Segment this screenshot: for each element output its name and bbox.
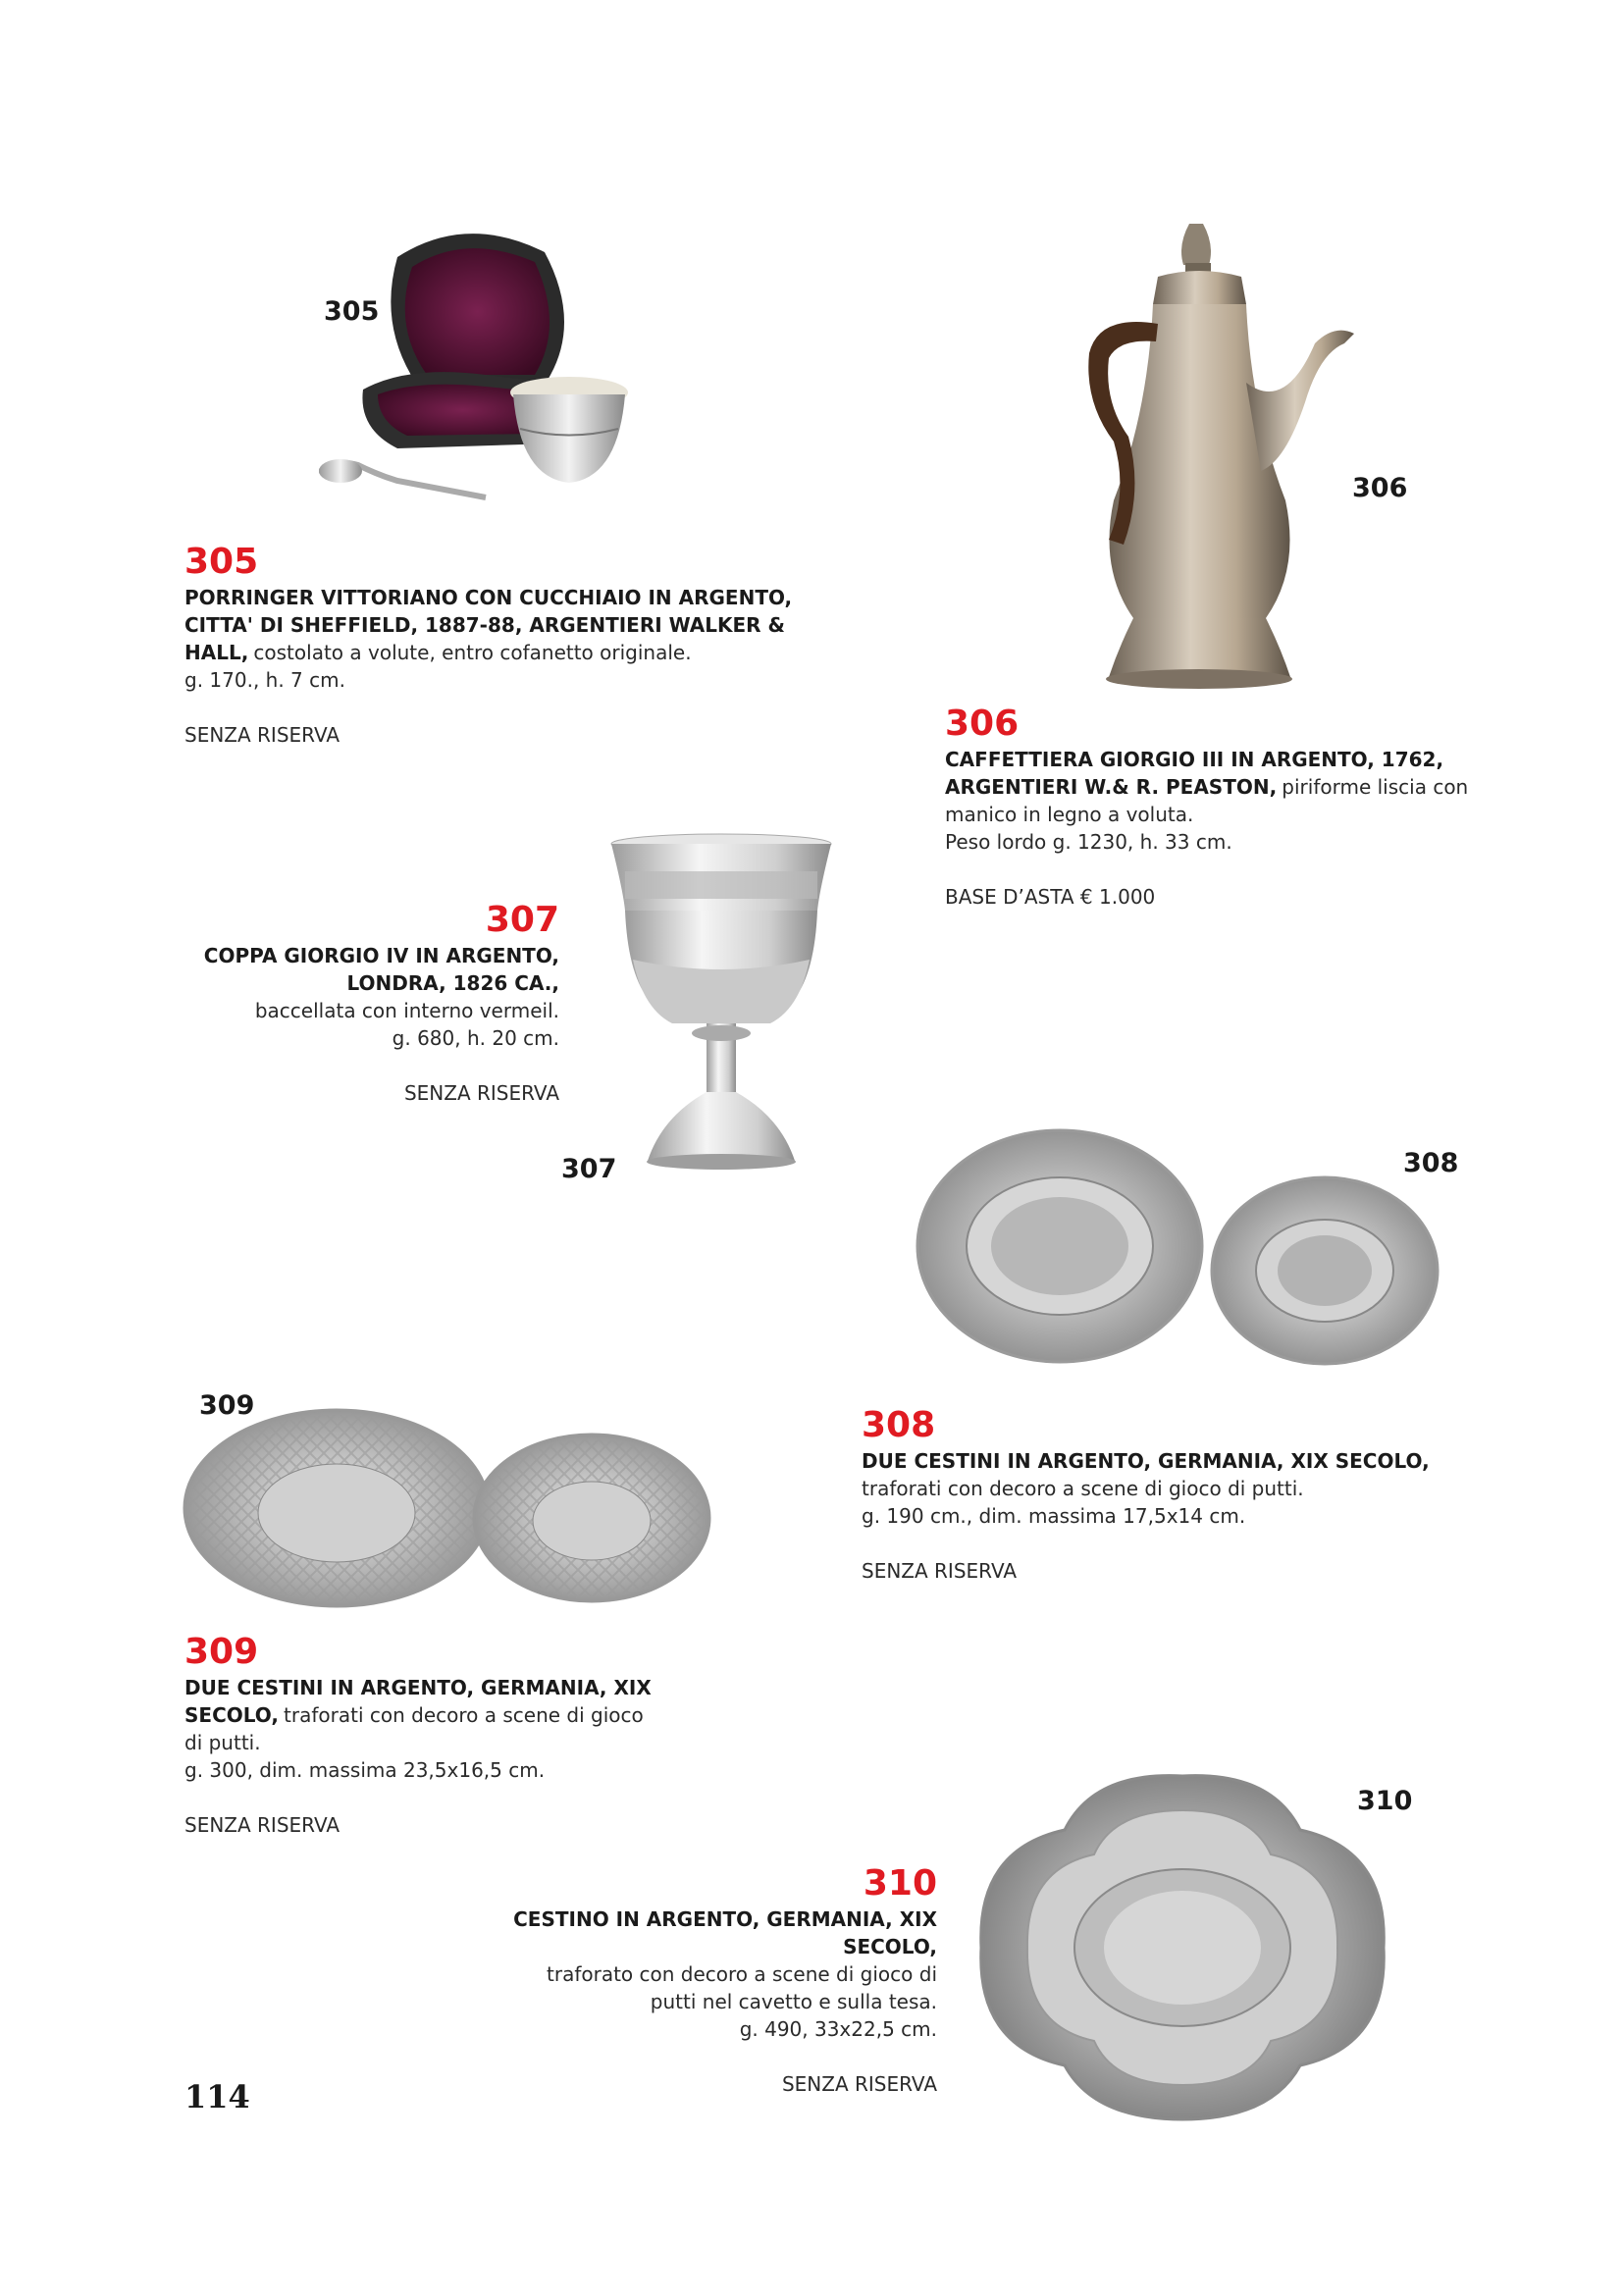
- lot-309: [184, 1632, 665, 1839]
- lot-price: SENZA RISERVA: [781, 2072, 937, 2096]
- photo-label-310: 310: [1357, 1786, 1413, 1816]
- lot-desc: baccellata con interno vermeil.: [254, 999, 559, 1022]
- lot-price: SENZA RISERVA: [862, 1559, 1018, 1583]
- lot-number: 308: [862, 1405, 936, 1445]
- lot-price: SENZA RISERVA: [184, 1813, 340, 1837]
- lot-307: [167, 900, 559, 1107]
- two-baskets-photo-309: [180, 1405, 729, 1611]
- lot-weight: Peso lordo g. 1230, h. 33 cm.: [945, 830, 1232, 854]
- lot-price: BASE D’ASTA € 1.000: [945, 885, 1156, 909]
- two-baskets-photo-308: [913, 1114, 1462, 1388]
- lot-desc: traforati con decoro a scene di gioco di putti.: [862, 1477, 1304, 1500]
- lot-title-line-2: SECOLO,: [843, 1935, 937, 1958]
- page-number: 114: [184, 2078, 250, 2115]
- lot-title: DUE CESTINI IN ARGENTO, GERMANIA, XIX SECOLO,: [862, 1449, 1430, 1473]
- lot-description-block: [184, 584, 832, 666]
- lot-weight: g. 190 cm., dim. massima 17,5x14 cm.: [862, 1504, 1246, 1528]
- photo-label-306: 306: [1352, 473, 1408, 503]
- photo-label-305: 305: [324, 296, 380, 327]
- lot-desc-line-1: traforato con decoro a scene di gioco di: [547, 1962, 937, 1986]
- lot-number: 310: [863, 1863, 937, 1904]
- lot-306: [945, 706, 1475, 911]
- photo-label-308: 308: [1403, 1148, 1459, 1178]
- lot-310: [451, 1863, 937, 2098]
- lot-desc: piriforme liscia con manico in legno a voluta.: [945, 775, 1469, 826]
- lot-title: PORRINGER VITTORIANO CON CUCCHIAIO IN ARGENTO, CITTA' DI SHEFFIELD, 1887-88, ARGENTIERI WALKER & HALL,: [184, 586, 793, 664]
- lot-title: DUE CESTINI IN ARGENTO, GERMANIA, XIX SECOLO,: [184, 1676, 652, 1727]
- lot-desc-line-2: putti nel cavetto e sulla tesa.: [650, 1990, 937, 2013]
- lot-title-line-1: CESTINO IN ARGENTO, GERMANIA, XIX: [513, 1907, 937, 1931]
- lot-weight: g. 680, h. 20 cm.: [392, 1026, 559, 1050]
- lot-description-block: [945, 746, 1475, 828]
- lot-desc: costolato a volute, entro cofanetto originale.: [253, 641, 692, 664]
- lot-price: SENZA RISERVA: [403, 1081, 559, 1105]
- photo-label-309: 309: [199, 1390, 255, 1421]
- lot-weight: g. 490, 33x22,5 cm.: [739, 2017, 937, 2041]
- goblet-photo: [603, 832, 839, 1185]
- photo-label-307: 307: [561, 1154, 617, 1184]
- lot-weight: g. 300, dim. massima 23,5x16,5 cm.: [184, 1758, 546, 1782]
- basket-photo-310: [976, 1771, 1388, 2124]
- lot-description-block: [184, 1674, 665, 1756]
- lot-title-line-2: LONDRA, 1826 CA.,: [346, 971, 559, 995]
- lot-number: 307: [485, 900, 559, 940]
- lot-title: CAFFETTIERA GIORGIO III IN ARGENTO, 1762, ARGENTIERI W.& R. PEASTON,: [945, 748, 1444, 799]
- lot-desc: traforati con decoro a scene di gioco di putti.: [184, 1703, 644, 1754]
- coffee-pot-photo: [1040, 216, 1393, 697]
- lot-number: 305: [184, 542, 259, 582]
- lot-title-line-1: COPPA GIORGIO IV IN ARGENTO,: [203, 944, 559, 967]
- porringer-photo: [319, 218, 667, 512]
- lot-308: [862, 1405, 1470, 1585]
- lot-weight: g. 170., h. 7 cm.: [184, 668, 345, 692]
- lot-number: 306: [945, 704, 1020, 744]
- lot-price: SENZA RISERVA: [184, 723, 340, 747]
- lot-305: [184, 542, 832, 749]
- lot-number: 309: [184, 1632, 259, 1672]
